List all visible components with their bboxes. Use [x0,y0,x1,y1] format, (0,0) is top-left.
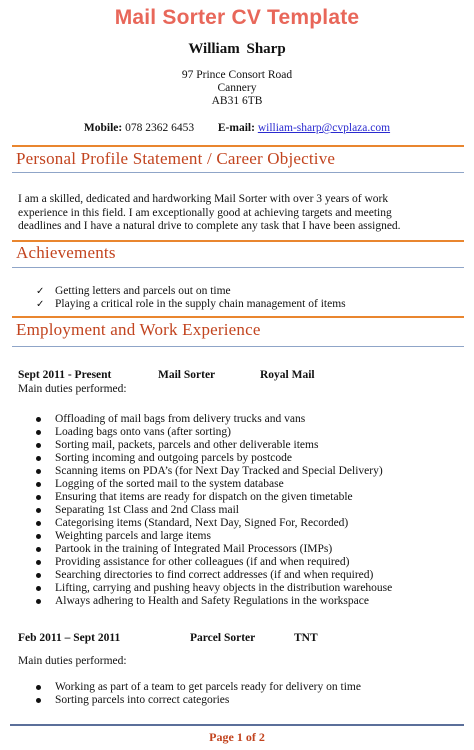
section-underline [12,346,464,347]
footer-divider [10,724,464,726]
profile-line: I am a skilled, dedicated and hardworking Mail Sorter with over 3 years of work [18,193,389,205]
list-item: Categorising items (Standard, Next Day, Signed For, Recorded) [55,517,392,530]
section-divider [12,240,464,242]
employment-heading: Employment and Work Experience [16,320,261,339]
bullet-icon [36,534,41,539]
bullet-icon [36,698,41,703]
list-item: Providing assistance for other colleagues (if and when required) [55,556,392,569]
candidate-name: William Sharp [188,41,286,57]
list-item: Searching directories to find correct addresses (if and when required) [55,569,392,582]
email-link[interactable]: william-sharp@cvplaza.com [257,122,391,134]
list-item: Separating 1st Class and 2nd Class mail [55,504,392,517]
list-item: ✓ Getting letters and parcels out on time [36,285,231,297]
duties-label: Main duties performed: [18,655,127,667]
job-dates: Sept 2011 - Present [18,369,112,381]
cv-title: Mail Sorter CV Template [114,6,360,29]
section-divider [12,316,464,318]
list-item: Loading bags onto vans (after sorting) [55,426,392,439]
list-item: Always adhering to Health and Safety Regulations in the workspace [55,595,392,608]
bullet-icon [36,430,41,435]
duties-list [55,681,361,707]
bullet-icon [36,456,41,461]
achievements-list [36,285,346,311]
list-item: Sorting parcels into correct categories [55,694,361,707]
bullet-icon [36,443,41,448]
contact-line [0,122,474,134]
bullet-icon [36,586,41,591]
address-line-1: 97 Prince Consort Road [181,69,293,81]
bullet-icon [36,573,41,578]
job-role: Mail Sorter [158,369,216,381]
section-underline [12,172,464,173]
checkmark-icon: ✓ [36,286,45,297]
achievements-heading: Achievements [16,243,116,262]
profile-heading: Personal Profile Statement / Career Objective [16,149,336,168]
email-label: E-mail: [217,122,255,134]
section-underline [12,267,464,268]
bullet-icon [36,599,41,604]
list-item: Working as part of a team to get parcels ready for delivery on time [55,681,361,694]
bullet-icon [36,547,41,552]
address-line-3: AB31 6TB [211,95,263,107]
bullet-icon [36,508,41,513]
job-company: TNT [294,632,318,644]
bullet-icon [36,482,41,487]
page-number: Page 1 of 2 [209,730,265,744]
job-company: Royal Mail [260,369,315,381]
profile-line: experience in this field. I am exceptionally good at achieving targets and meeting [18,206,392,219]
bullet-icon [36,685,41,690]
duties-list [55,413,392,608]
job-role: Parcel Sorter [190,632,256,644]
bullet-icon [36,560,41,565]
list-item: Weighting parcels and large items [55,530,392,543]
checkmark-icon: ✓ [36,299,45,310]
list-item: Sorting mail, packets, parcels and other deliverable items [55,439,392,452]
address-line-2: Cannery [217,82,257,94]
bullet-icon [36,469,41,474]
list-item: Partook in the training of Integrated Mail Processors (IMPs) [55,543,392,556]
list-item: Ensuring that items are ready for dispatch on the given timetable [55,491,392,504]
job-dates: Feb 2011 – Sept 2011 [18,632,121,644]
duties-label: Main duties performed: [18,383,127,395]
bullet-icon [36,495,41,500]
profile-text [18,193,458,234]
profile-line: deadlines and I have a natural drive to complete any task that I have been assigned. [18,220,401,232]
bullet-icon [36,417,41,422]
list-item: Logging of the sorted mail to the system database [55,478,392,491]
list-item: Scanning items on PDA’s (for Next Day Tracked and Special Delivery) [55,465,392,478]
list-item: Sorting incoming and outgoing parcels by postcode [55,452,392,465]
list-item: Offloading of mail bags from delivery trucks and vans [55,413,392,426]
list-item: ✓ Playing a critical role in the supply chain management of items [36,298,346,310]
mobile-label: Mobile: [83,122,123,134]
list-item: Lifting, carrying and pushing heavy objects in the distribution warehouse [55,582,392,595]
section-divider [12,145,464,147]
bullet-icon [36,521,41,526]
mobile-number: 078 2362 6453 [125,122,195,134]
